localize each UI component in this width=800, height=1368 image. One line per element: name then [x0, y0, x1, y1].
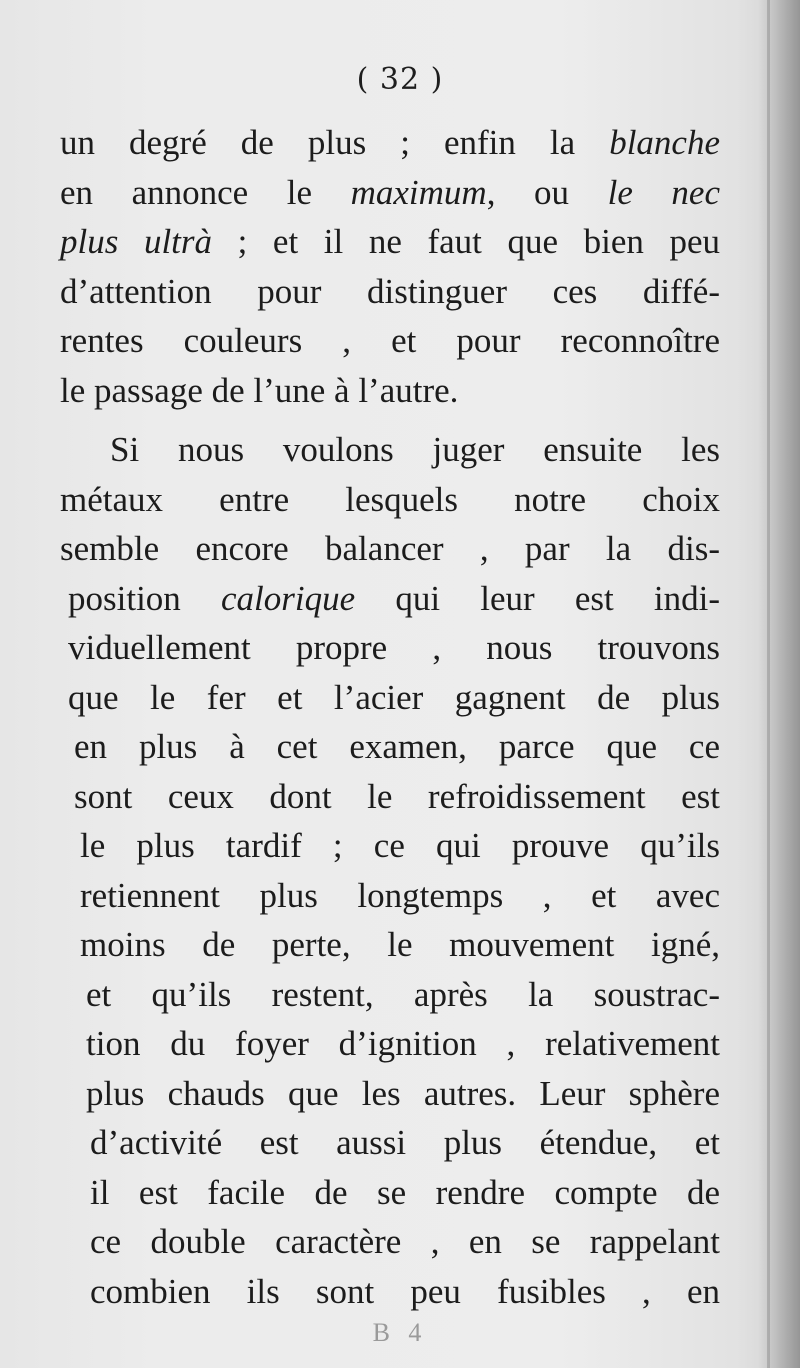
text-line: métaux entre lesquels notre choix	[60, 479, 720, 519]
text-line: en annonce le maximum, ou le nec	[60, 172, 720, 212]
text-line: le passage de l’une à l’autre.	[60, 370, 459, 410]
page-number: ( 32 )	[356, 62, 444, 97]
text-line: Si nous voulons juger ensuite les	[110, 430, 720, 469]
text-line: semble encore balancer , par la dis-	[60, 529, 720, 568]
text-line: plus ultrà ; et il ne faut que bien peu	[60, 222, 720, 261]
text-line: un degré de plus ; enfin la blanche	[60, 123, 720, 162]
body-text	[60, 118, 720, 1316]
text-line: d’activité est aussi plus étendue, et	[90, 1123, 720, 1162]
text-line: ce double caractère , en se rappelant	[90, 1222, 720, 1261]
text-line: il est facile de se rendre compte de	[90, 1172, 720, 1212]
text-line: combien ils sont peu fusibles , en	[90, 1271, 720, 1311]
text-line: tion du foyer d’ignition , relativement	[86, 1024, 720, 1063]
text-line: position calorique qui leur est indi-	[68, 578, 720, 618]
text-line: le plus tardif ; ce qui prouve qu’ils	[80, 826, 720, 865]
text-line: moins de perte, le mouvement igné,	[80, 925, 720, 964]
text-line: sont ceux dont le refroidissement est	[74, 776, 720, 816]
signature-mark: B 4	[372, 1318, 428, 1347]
text-line: plus chauds que les autres. Leur sphère	[86, 1073, 720, 1113]
binding-shadow	[758, 0, 800, 1368]
text-line: que le fer et l’acier gagnent de plus	[68, 677, 720, 717]
text-line: rentes couleurs , et pour reconnoître	[60, 321, 720, 360]
text-line: viduellement propre , nous trouvons	[68, 628, 720, 667]
text-line: d’attention pour distinguer ces diffé-	[60, 271, 720, 311]
text-line: retiennent plus longtemps , et avec	[80, 875, 720, 915]
text-line: en plus à cet examen, parce que ce	[74, 727, 720, 766]
text-line: et qu’ils restent, après la soustrac-	[86, 974, 720, 1014]
